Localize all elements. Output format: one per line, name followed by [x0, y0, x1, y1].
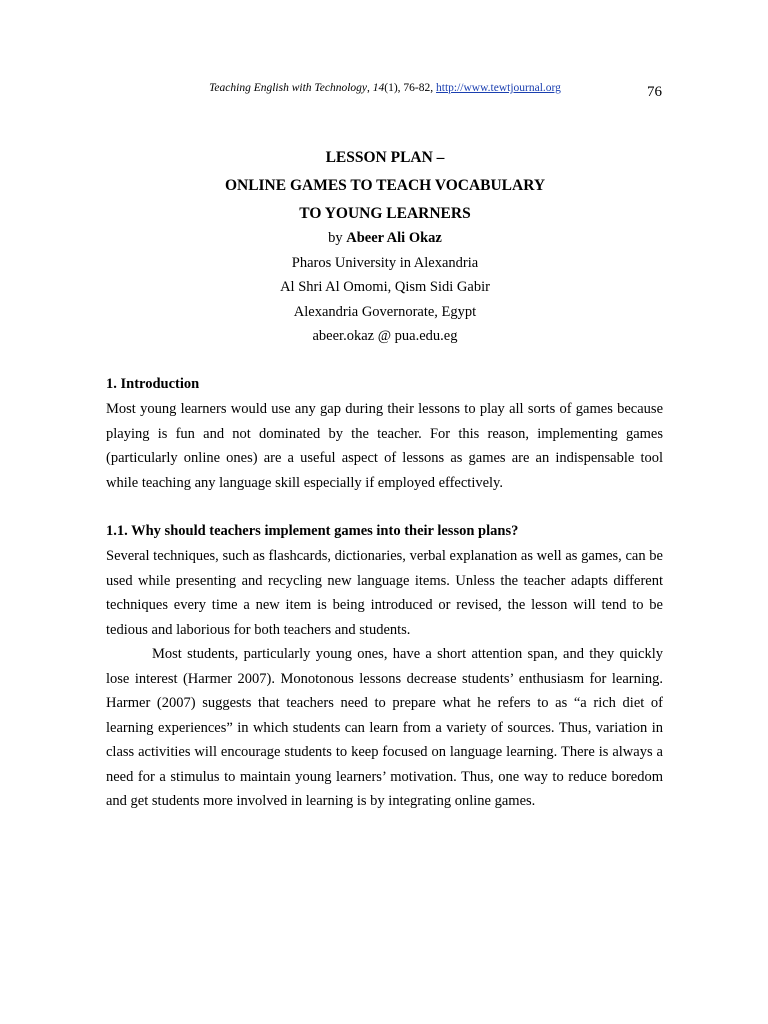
intro-heading: 1. Introduction [106, 376, 200, 392]
journal-issue-pages: (1), 76-82, [384, 82, 437, 94]
author-by: by [328, 230, 347, 246]
why-paragraph-2: Most students, particularly young ones, have a short attention span, and they quickly lose interest (Harmer 2007). Monotonous lessons decrease students’ enthusiasm for learning. Harmer (2007) suggests that teachers need to prepare what he refers to as “a rich diet of learning experiences” in which students can learn from a variety of sources. Thus, variation in class activities will encourage students to keep focused on language learning. There is always a need for a stimulus to maintain young learners’ motivation. Thus, one way to reduce boredom and get students more involved in learning is by integrating online games. [106, 646, 663, 809]
intro-paragraph [106, 397, 663, 495]
title-line-3: TO YOUNG LEARNERS [299, 205, 471, 222]
why-paragraph-1: Several techniques, such as flashcards, dictionaries, verbal explanation as well as games, can be used while presenting and recycling new language items. Unless the teacher adapts different techniques every time a new item is being introduced or revised, the lesson will tend to be tedious and laborious for both teachers and students. [106, 548, 663, 638]
author-name: Abeer Ali Okaz [346, 230, 442, 246]
title-line-2: ONLINE GAMES TO TEACH VOCABULARY [224, 177, 546, 194]
journal-name: Teaching English with Technology [209, 82, 368, 94]
running-header: Teaching English with Technology, 14(1), 76-82, http://www.tewtjournal.org [209, 82, 561, 94]
journal-url-link[interactable]: http://www.tewtjournal.org [436, 82, 561, 94]
author-email: abeer.okaz @ pua.edu.eg [312, 328, 458, 344]
author-address-2: Alexandria Governorate, Egypt [293, 303, 477, 320]
author-address-1: Al Shri Al Omomi, Qism Sidi Gabir [280, 279, 490, 295]
title-line-1: LESSON PLAN – [325, 149, 445, 166]
why-paragraphs [106, 544, 663, 814]
author-affiliation: Pharos University in Alexandria [291, 254, 479, 271]
title-block [106, 144, 664, 228]
author-block [106, 226, 664, 349]
intro-text: Most young learners would use any gap during their lessons to play all sorts of games because playing is fun and not dominated by the teacher. For this reason, implementing games (particularly online ones) are a useful aspect of lessons as games are an indispensable tool while teaching any language skill especially if employed effectively. [106, 401, 663, 491]
why-heading: 1.1. Why should teachers implement games into their lesson plans? [106, 523, 519, 539]
page-number: 76 [647, 84, 662, 100]
author-line [106, 226, 664, 251]
journal-volume: 14 [372, 82, 385, 94]
